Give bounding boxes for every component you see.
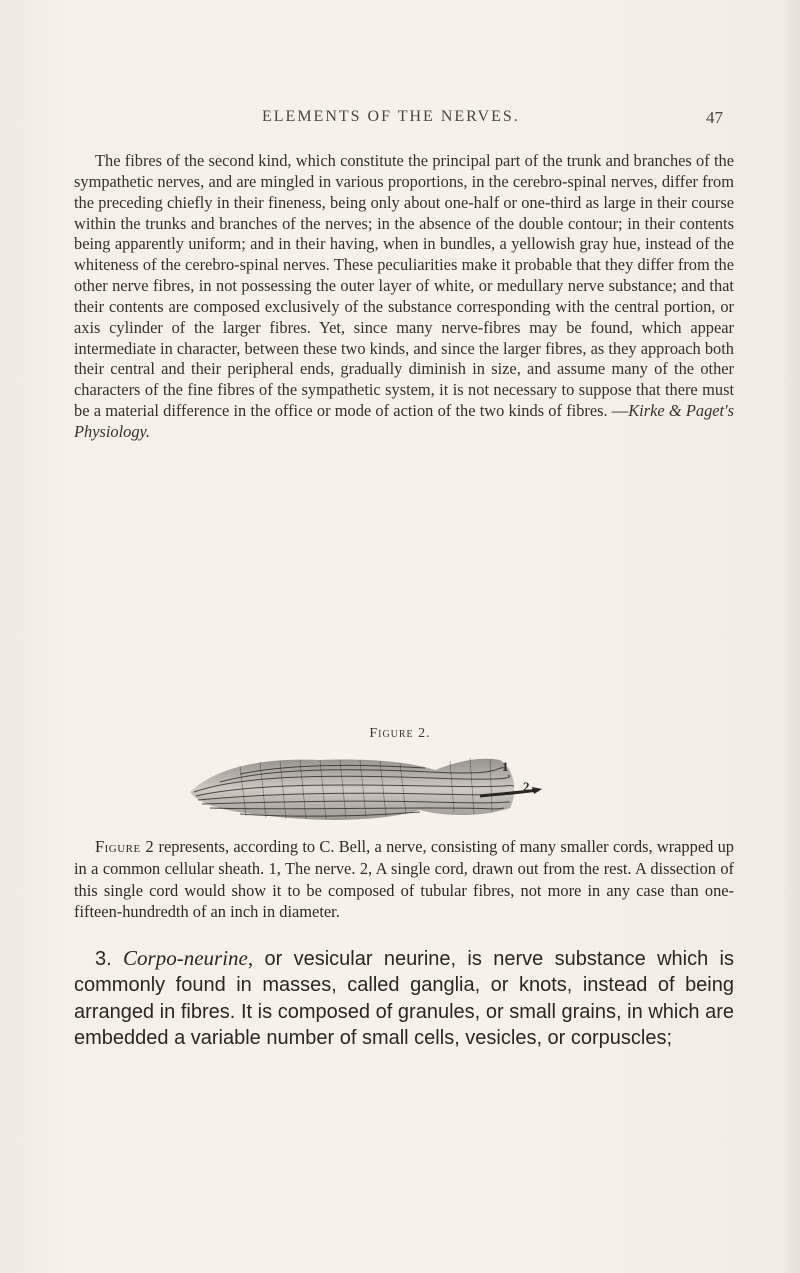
figure-caption bbox=[74, 836, 734, 923]
section-text: or vesicular neurine, is nerve substance which is commonly found in masses, called ganglia, or knots, instead of being arranged in fibres. It is composed of granules, or small grains, in which are embedded a variable number of small cells, vesicles, or corpuscles; bbox=[74, 948, 734, 1049]
nerve-figure bbox=[180, 752, 640, 822]
citation: Kirke & Paget's Physiology. bbox=[74, 401, 734, 441]
running-head bbox=[0, 108, 800, 132]
running-title: ELEMENTS OF THE NERVES. bbox=[262, 108, 520, 125]
section-term: Corpo-neurine, bbox=[123, 946, 254, 970]
callout-1: 1 bbox=[502, 759, 509, 774]
section-3 bbox=[74, 945, 734, 1051]
body-paragraph bbox=[74, 151, 734, 443]
page-edge-shadow bbox=[782, 0, 800, 1273]
caption-label: Figure 2 bbox=[95, 837, 155, 856]
section-number: 3. bbox=[95, 948, 112, 970]
paragraph-text: The fibres of the second kind, which constitute the principal part of the trunk and branches of the sympathetic nerves, and are mingled in various proportions, in the cerebro-spinal nerves, differ from the preceding chiefly in their fineness, being only about one-half or one-third as large in their course within the trunks and branches of the nerves; in the absence of the double contour; in their contents being apparently uniform; and in their having, when in bundles, a yellowish gray hue, instead of the whiteness of the cerebro-spinal nerves. These peculiarities make it probable that they differ from the other nerve fibres, in not possessing the outer layer of white, or medullary nerve substance; and that their contents are composed exclusively of the substance corresponding with the central portion, or axis cylinder of the larger fibres. Yet, since many nerve-fibres may be found, which appear intermediate in character, between these two kinds, and since the larger fibres, as they approach both their central and their peripheral ends, gradually diminish in size, and assume many of the other characters of the fine fibres of the sympathetic system, it is not necessary to suppose that there must be a material difference in the office or mode of action of the two kinds of fibres. — bbox=[74, 151, 734, 421]
caption-text: represents, according to C. Bell, a nerve, consisting of many smaller cords, wrapped up in a common cellular sheath. 1, The nerve. 2, A single cord, drawn out from the rest. A dissection of this single cord would show it to be composed of tubular fibres, not more in any case than one-fifteen-hundredth of an inch in diameter. bbox=[74, 837, 734, 922]
callout-2: 2 bbox=[523, 779, 530, 794]
page-number: 47 bbox=[706, 108, 723, 127]
figure-label: Figure 2. bbox=[369, 726, 431, 741]
nerve-illustration bbox=[180, 752, 640, 822]
